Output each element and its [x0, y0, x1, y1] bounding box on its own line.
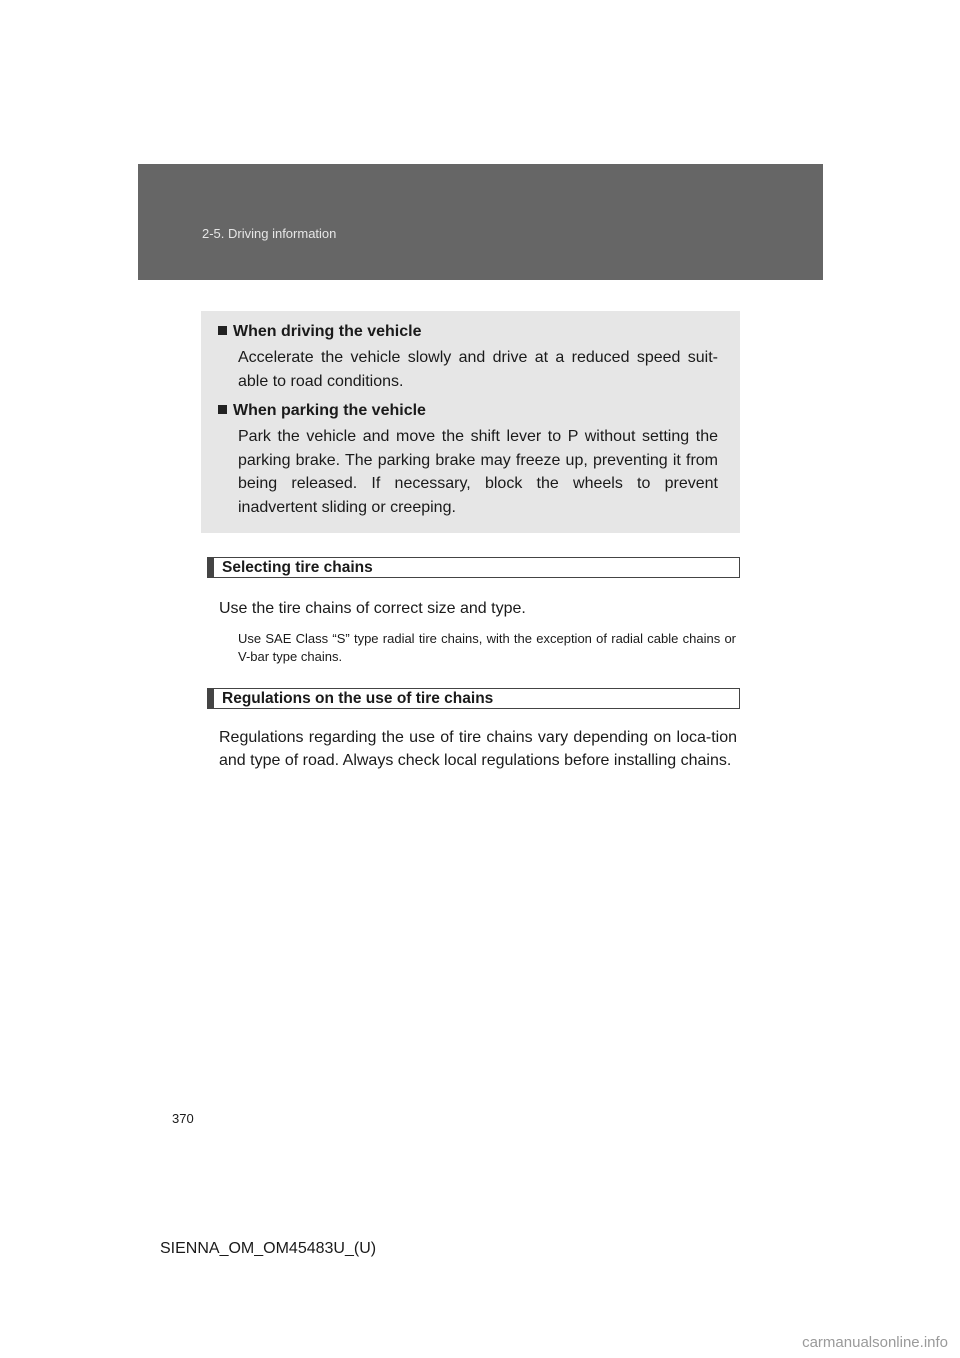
- info-box: [201, 311, 740, 533]
- paragraph-selecting: Use the tire chains of correct size and type.: [219, 600, 526, 617]
- square-bullet-icon: [218, 405, 227, 414]
- header-band: [138, 164, 823, 280]
- info-item: [218, 401, 718, 519]
- info-item: [218, 322, 718, 393]
- heading-regulations: Regulations on the use of tire chains: [207, 688, 740, 709]
- heading-selecting-tire-chains: Selecting tire chains: [207, 557, 740, 578]
- page-number: 370: [172, 1111, 194, 1126]
- note-selecting: Use SAE Class “S” type radial tire chains, with the exception of radial cable chains or V-bar type chains.: [238, 631, 736, 664]
- document-id: SIENNA_OM_OM45483U_(U): [160, 1240, 377, 1257]
- paragraph-regulations: Regulations regarding the use of tire chains vary depending on loca-tion and type of road. Always check local regulations before installing chains.: [219, 729, 737, 769]
- info-title-driving: When driving the vehicle: [233, 323, 422, 340]
- info-title-parking: When parking the vehicle: [233, 402, 426, 419]
- watermark: carmanualsonline.info: [802, 1334, 948, 1351]
- info-body-parking: Park the vehicle and move the shift lever to P without setting the parking brake. The parking brake may freeze up, preventing it from being released. If necessary, block the wheels to prevent inadvertent sliding or creeping.: [238, 428, 718, 516]
- section-label: 2-5. Driving information: [202, 226, 337, 241]
- square-bullet-icon: [218, 326, 227, 335]
- info-body-driving: Accelerate the vehicle slowly and drive at a reduced speed suit-able to road conditions.: [238, 349, 718, 390]
